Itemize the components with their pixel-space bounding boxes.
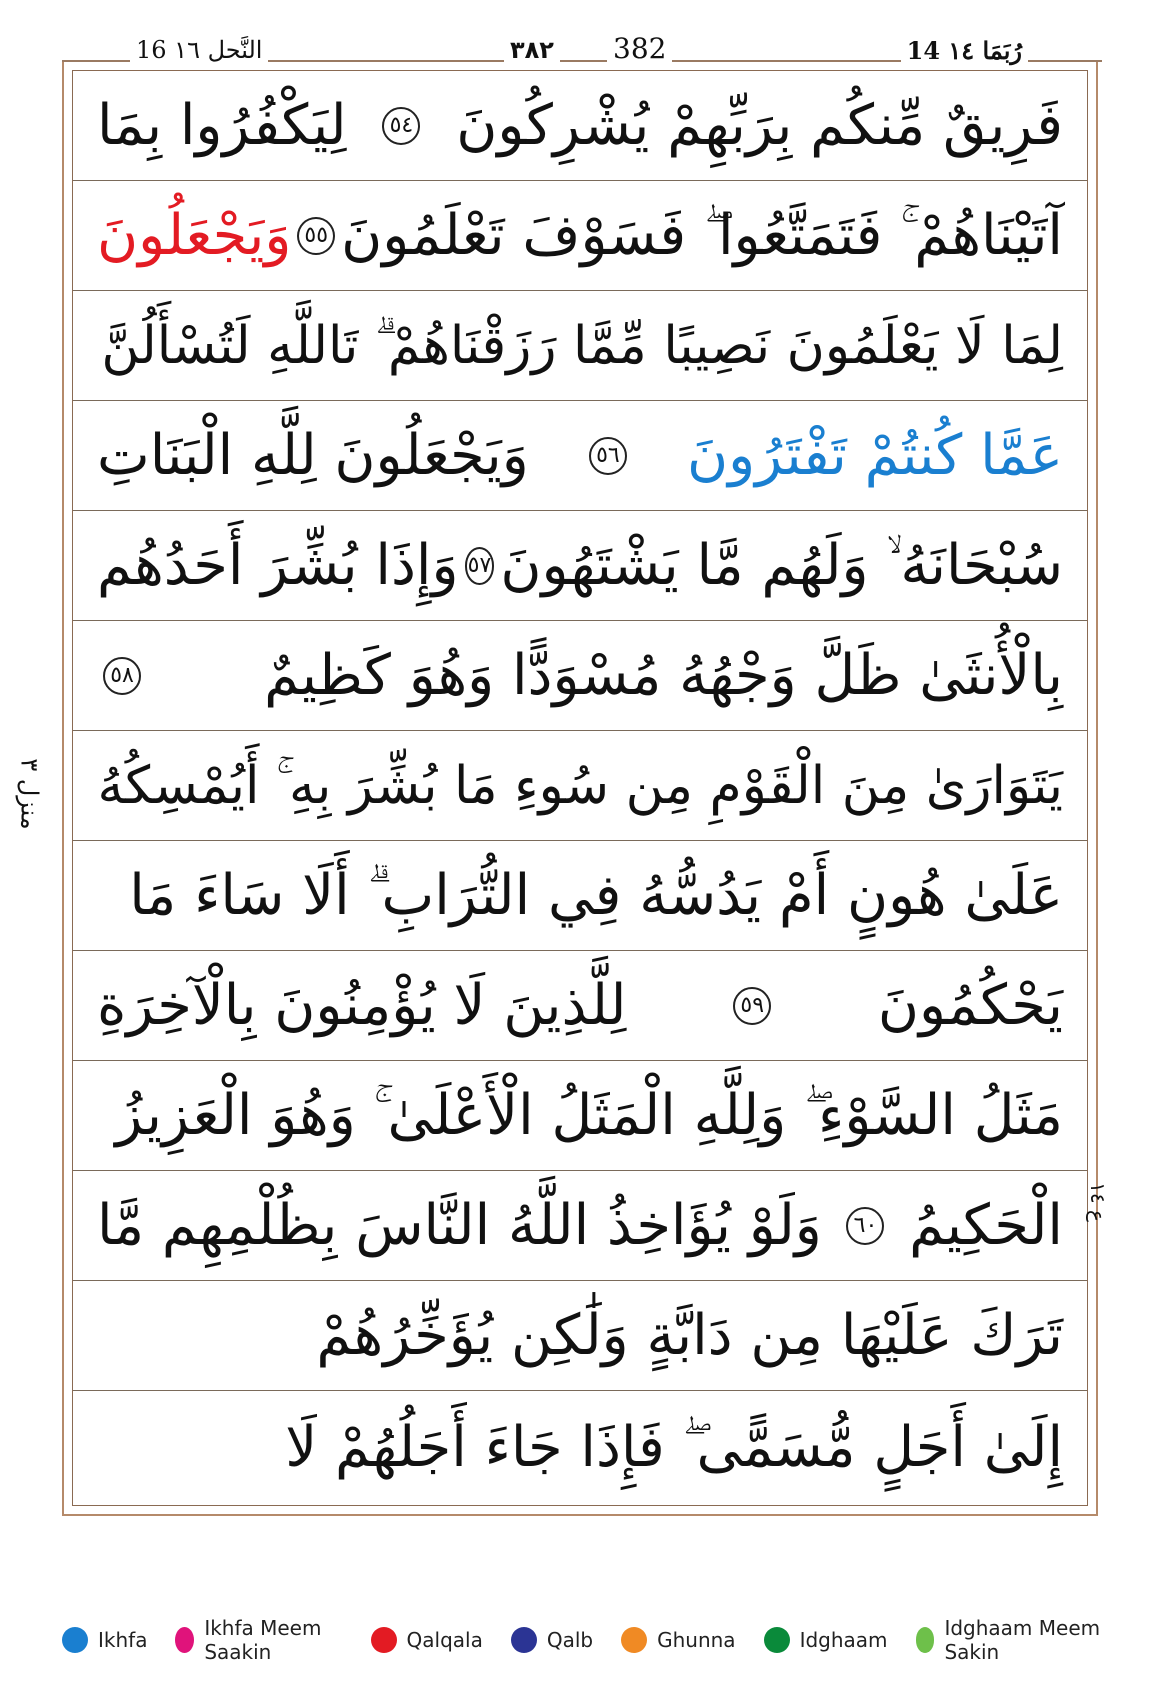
legend-label: Ikhfa Meem Saakin [204,1616,322,1664]
line-segment: آتَيْنَاهُمْ ۚ فَتَمَتَّعُوا ۖ فَسَوْفَ تَعْلَمُونَ [341,202,1063,268]
text-line [73,71,1087,181]
legend-dot-icon [175,1627,194,1653]
legend-item [764,1627,888,1653]
ayah-marker: ٦٠ [846,1207,884,1245]
surah-title: 16 النَّحل ١٦ [130,36,268,64]
line-segment: فَرِيقٌ مِّنكُم بِرَبِّهِمْ يُشْرِكُونَ [456,92,1063,158]
text-line [73,181,1087,291]
line-segment: يَتَوَارَىٰ مِنَ الْقَوْمِ مِن سُوءِ مَا بُشِّرَ بِهِ ۚ أَيُمْسِكُهُ [97,755,1063,816]
legend-item [621,1627,735,1653]
legend-label: Idghaam [799,1628,888,1652]
text-line [73,1391,1087,1505]
text-line [73,731,1087,841]
line-segment: لِلَّذِينَ لَا يُؤْمِنُونَ بِالْآخِرَةِ [97,972,627,1038]
legend-item [371,1627,483,1653]
text-line [73,291,1087,401]
ayah-marker: ٥٩ [733,987,771,1025]
legend-label: Ghunna [657,1628,736,1652]
line-segment: وَيَجْعَلُونَ [97,202,292,268]
juz-title: 14 رُبَمَا ١٤ [901,36,1028,65]
ayah-marker: ٥٦ [589,437,627,475]
manzil-marker [14,740,64,860]
legend-label: Ikhfa [98,1628,148,1652]
legend-item [62,1627,147,1653]
line-segment: بِالْأُنثَىٰ ظَلَّ وَجْهُهُ مُسْوَدًّا وَهُوَ كَظِيمٌ [264,642,1063,708]
ayah-marker: ٥٧ [465,547,495,585]
ayah-marker: ٥٥ [297,217,335,255]
ayah-marker: ٥٨ [103,657,141,695]
page-number-arabic: ٣٨٢ [504,36,560,64]
text-line [73,951,1087,1061]
line-segment: إِلَىٰ أَجَلٍ مُّسَمًّى ۖ فَإِذَا جَاءَ أَجَلُهُمْ لَا [285,1415,1063,1480]
page-number: 382 [607,32,672,65]
legend-item [175,1616,342,1664]
line-segment: عَلَىٰ هُونٍ أَمْ يَدُسُّهُ فِي التُّرَابِ ۗ أَلَا سَاءَ مَا [129,862,1063,928]
line-segment: تَرَكَ عَلَيْهَا مِن دَابَّةٍ وَلَٰكِن يُؤَخِّرُهُمْ [316,1302,1063,1368]
text-line [73,1061,1087,1171]
legend-dot-icon [764,1627,790,1653]
manzil-label: منزل ٣ [15,758,44,830]
text-line [73,401,1087,511]
ruku-label: ع ١٤ [1085,1182,1110,1222]
text-line [73,1281,1087,1391]
text-line [73,621,1087,731]
legend-label: Qalqala [406,1628,483,1652]
line-segment: وَيَجْعَلُونَ لِلَّهِ الْبَنَاتِ [97,422,529,488]
text-line [73,841,1087,951]
tajweed-legend [62,1616,1102,1664]
legend-label: Qalb [546,1628,594,1652]
legend-dot-icon [621,1627,647,1653]
line-segment: وَلَوْ يُؤَاخِذُ اللَّهُ النَّاسَ بِظُلْمِهِم مَّا [97,1192,822,1258]
text-line [73,1171,1087,1281]
quran-text-block [73,71,1087,1505]
text-line [73,511,1087,621]
legend-dot-icon [371,1627,397,1653]
line-segment: وَإِذَا بُشِّرَ أَحَدُهُم [97,532,459,598]
ayah-marker: ٥٤ [382,107,420,145]
line-segment: سُبْحَانَهُ ۙ وَلَهُم مَّا يَشْتَهُونَ [500,532,1063,598]
line-segment: يَحْكُمُونَ [877,972,1063,1038]
line-segment: لِيَكْفُرُوا بِمَا [97,92,347,158]
line-segment: لِمَا لَا يَعْلَمُونَ نَصِيبًا مِّمَّا رَزَقْنَاهُمْ ۗ تَاللَّهِ لَتُسْأَلُنَّ [101,315,1063,376]
legend-label: Idghaam Meem Sakin [944,1616,1101,1664]
line-segment: مَثَلُ السَّوْءِ ۖ وَلِلَّهِ الْمَثَلُ الْأَعْلَىٰ ۚ وَهُوَ الْعَزِيزُ [115,1082,1063,1148]
legend-item [511,1627,593,1653]
legend-item [916,1616,1102,1664]
legend-dot-icon [511,1627,537,1653]
line-segment: عَمَّا كُنتُمْ تَفْتَرُونَ [686,422,1063,488]
ruku-marker [1085,1160,1128,1270]
legend-dot-icon [62,1627,88,1653]
legend-dot-icon [916,1627,935,1653]
line-segment: الْحَكِيمُ [909,1192,1063,1258]
